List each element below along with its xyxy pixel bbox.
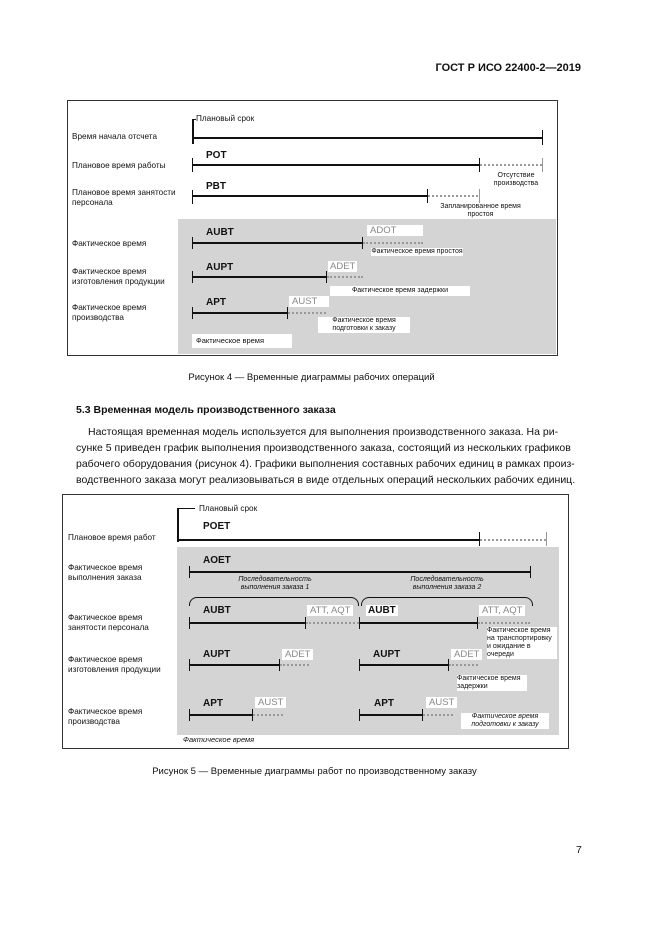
absence-dotted xyxy=(480,164,542,166)
adet-dotted-5b xyxy=(449,664,478,666)
row-staff-5: Фактическое время занятости персонала xyxy=(68,613,149,632)
figure-4 xyxy=(67,100,558,356)
planned-deadline-label-5: Плановый срок xyxy=(199,504,258,513)
standard-header: ГОСТ Р ИСО 22400-2—2019 xyxy=(435,62,581,74)
seq1-label: Последовательность выполнения заказа 1 xyxy=(238,576,312,591)
paragraph-line-3: рабочего оборудования (рисунок 4). Графики выполнения составных рабочих единиц в рамках произ- xyxy=(76,458,575,470)
aubt-label-5a: AUBT xyxy=(203,605,231,616)
transport-note: Фактическое время на транспортировку и ожидание в очереди xyxy=(487,627,557,659)
actual-time-label: Фактическое время xyxy=(192,334,292,348)
delay-note-5: Фактическое время задержки xyxy=(457,675,527,691)
att-aqt-label-a: ATT, AQT xyxy=(307,605,353,616)
aust-label-5b: AUST xyxy=(426,697,457,708)
pbt-bar xyxy=(192,195,427,197)
aust-dotted xyxy=(288,312,326,314)
row-actual-label: Фактическое время xyxy=(72,239,147,248)
row-actual-manufacturing-label: Фактическое время производства xyxy=(72,303,147,322)
adot-dotted xyxy=(363,242,423,244)
poet-bar xyxy=(177,539,479,541)
aoet-bar xyxy=(189,571,530,573)
planned-idle-dotted xyxy=(428,195,478,197)
adet-label-5b: ADET xyxy=(451,649,482,660)
apt-bar-5a xyxy=(189,714,252,716)
planned-idle-end-tick xyxy=(479,189,480,203)
att-aqt-label-b: ATT, AQT xyxy=(479,605,525,616)
prep-note-5: Фактическое время подготовки к заказу xyxy=(461,713,549,729)
aubt-bar xyxy=(192,242,362,244)
adet-dotted-5a xyxy=(280,664,309,666)
aubt-label: AUBT xyxy=(206,227,234,238)
seq2-label: Последовательность выполнения заказа 2 xyxy=(410,576,484,591)
row-planned-work-5: Плановое время работ xyxy=(68,533,156,542)
absence-note: Отсутствие производства xyxy=(488,172,544,188)
deadline-bracket-top xyxy=(177,508,179,542)
row-actual-production-label: Фактическое время изготовления продукции xyxy=(72,267,165,286)
adet-label-5a: ADET xyxy=(282,649,313,660)
aupt-bar-5b xyxy=(359,664,448,666)
aoet-label: AOET xyxy=(203,555,231,566)
aupt-label: AUPT xyxy=(206,262,234,273)
aupt-bar-5a xyxy=(189,664,279,666)
adet-label: ADET xyxy=(330,261,356,272)
aupt-label-5b: AUPT xyxy=(373,649,401,660)
paragraph-line-4: водственного заказа могут реализовываться в виде отдельных операций нескольких рабочих единиц. xyxy=(76,474,576,486)
att-dotted-a xyxy=(306,622,359,624)
pbt-start-tick xyxy=(192,190,193,204)
figure-5 xyxy=(62,494,569,749)
adet-dotted xyxy=(327,276,363,278)
planned-deadline-bracket xyxy=(192,119,194,144)
aoet-end-tick xyxy=(530,566,531,578)
row-planned-work-label: Плановое время работы xyxy=(72,161,166,170)
aubt-bar-5a xyxy=(189,622,305,624)
figure-5-caption: Рисунок 5 — Временные диаграммы работ по производственному заказу xyxy=(152,766,477,777)
apt-label: APT xyxy=(206,297,226,308)
apt-bar xyxy=(192,312,287,314)
aubt-label-5b: AUBT xyxy=(368,605,396,616)
actual-time-label-5: Фактическое время xyxy=(183,735,255,744)
planned-idle-note: Запланированное время простоя xyxy=(433,203,528,219)
row-manufacturing-5: Фактическое время производства xyxy=(68,707,143,726)
row-report-start-label: Время начала отсчета xyxy=(72,132,158,141)
poet-final-tick xyxy=(546,532,547,546)
planned-deadline-label: Плановый срок xyxy=(196,114,255,123)
aust-dotted-5a xyxy=(253,714,283,716)
pot-bar xyxy=(192,164,480,166)
aubt-bar-5b xyxy=(359,622,477,624)
report-start-bar xyxy=(192,137,542,139)
poet-dotted xyxy=(480,539,546,541)
pbt-label: PBT xyxy=(206,181,226,192)
aupt-bar xyxy=(192,276,326,278)
actual-idle-note: Фактическое время простоя xyxy=(371,248,463,255)
report-end-tick xyxy=(542,130,543,145)
deadline-bracket-h xyxy=(177,508,195,509)
aust-label-5a: AUST xyxy=(255,697,286,708)
section-heading: 5.3 Временная модель производственного заказа xyxy=(76,404,336,416)
apt-label-5b: APT xyxy=(374,698,394,709)
actual-delay-note: Фактическое время задержки xyxy=(330,286,470,296)
aust-dotted-5b xyxy=(423,714,453,716)
paragraph-line-2: сунке 5 приведен график выполнения производственного заказа, состоящий из нескольких графиков xyxy=(76,442,571,454)
bracket-top xyxy=(192,119,196,120)
aust-label: AUST xyxy=(289,296,329,307)
apt-label-5a: APT xyxy=(203,698,223,709)
row-order-exec-5: Фактическое время выполнения заказа xyxy=(68,563,143,582)
adot-label: ADOT xyxy=(367,225,423,236)
aupt-label-5a: AUPT xyxy=(203,649,231,660)
paragraph-line-1: Настоящая временная модель используется для выполнения производственного заказа. На ри- xyxy=(88,426,559,438)
pot-label: POT xyxy=(206,150,227,161)
row-planned-staff-label: Плановое время занятости персонала xyxy=(72,188,176,207)
section-paragraph xyxy=(76,424,581,488)
order-prep-note: Фактическое время подготовки к заказу xyxy=(318,317,410,333)
poet-label: POET xyxy=(203,521,231,532)
att-dotted-b xyxy=(478,622,530,624)
figure-4-caption: Рисунок 4 — Временные диаграммы рабочих операций xyxy=(188,372,435,383)
page-number: 7 xyxy=(576,844,582,856)
row-production-5: Фактическое время изготовления продукции xyxy=(68,655,161,674)
apt-bar-5b xyxy=(359,714,422,716)
absence-end-tick xyxy=(542,158,543,172)
